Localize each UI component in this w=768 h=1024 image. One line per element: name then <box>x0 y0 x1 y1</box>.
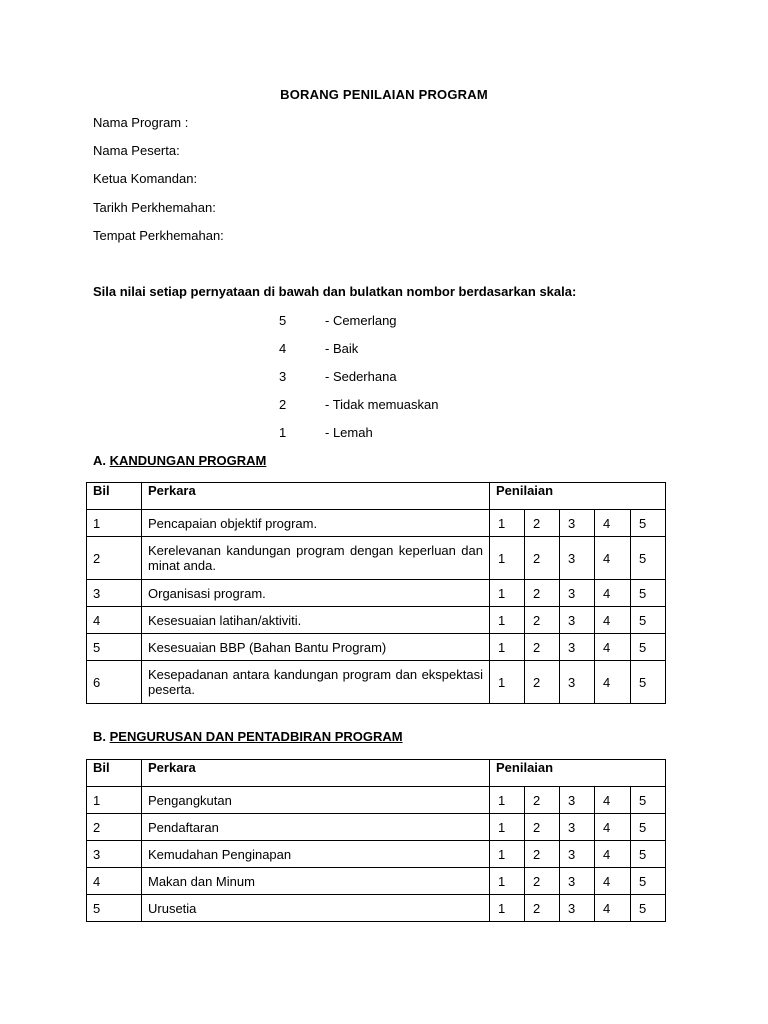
row-perkara: Urusetia <box>142 895 490 922</box>
score-option[interactable]: 2 <box>525 868 560 895</box>
field-ketua-komandan: Ketua Komandan: <box>93 171 198 186</box>
score-option[interactable]: 2 <box>525 814 560 841</box>
score-option[interactable]: 3 <box>560 895 595 922</box>
field-nama-peserta: Nama Peserta: <box>93 143 180 158</box>
row-bil: 1 <box>87 787 142 814</box>
score-option[interactable]: 2 <box>525 841 560 868</box>
row-bil: 5 <box>87 895 142 922</box>
score-option[interactable]: 1 <box>490 814 525 841</box>
score-option[interactable]: 4 <box>595 787 631 814</box>
section-b-table <box>86 759 666 922</box>
table-row <box>87 787 666 814</box>
score-option[interactable]: 3 <box>560 510 595 537</box>
row-bil: 5 <box>87 634 142 661</box>
score-option[interactable]: 2 <box>525 537 560 580</box>
table-row <box>87 634 666 661</box>
score-option[interactable]: 1 <box>490 510 525 537</box>
score-option[interactable]: 2 <box>525 510 560 537</box>
section-title: KANDUNGAN PROGRAM <box>109 453 267 468</box>
section-a-table <box>86 482 666 704</box>
score-option[interactable]: 3 <box>560 787 595 814</box>
score-option[interactable]: 1 <box>490 895 525 922</box>
score-option[interactable]: 5 <box>631 580 666 607</box>
row-perkara: Kesepadanan antara kandungan program dan ekspektasi peserta. <box>142 661 490 704</box>
score-option[interactable]: 2 <box>525 787 560 814</box>
row-perkara: Pengangkutan <box>142 787 490 814</box>
score-option[interactable]: 5 <box>631 661 666 704</box>
scale-number: 1 <box>279 425 287 440</box>
row-perkara: Pencapaian objektif program. <box>142 510 490 537</box>
score-option[interactable]: 1 <box>490 580 525 607</box>
table-row <box>87 814 666 841</box>
scale-description: - Cemerlang <box>325 313 397 328</box>
score-option[interactable]: 4 <box>595 634 631 661</box>
column-header-perkara: Perkara <box>142 760 490 787</box>
row-bil: 3 <box>87 841 142 868</box>
score-option[interactable]: 3 <box>560 868 595 895</box>
instruction-text: Sila nilai setiap pernyataan di bawah dan bulatkan nombor berdasarkan skala: <box>93 284 577 299</box>
scale-number: 3 <box>279 369 287 384</box>
score-option[interactable]: 3 <box>560 607 595 634</box>
table-row <box>87 607 666 634</box>
score-option[interactable]: 1 <box>490 868 525 895</box>
score-option[interactable]: 5 <box>631 634 666 661</box>
score-option[interactable]: 4 <box>595 841 631 868</box>
score-option[interactable]: 4 <box>595 814 631 841</box>
score-option[interactable]: 3 <box>560 841 595 868</box>
score-option[interactable]: 3 <box>560 537 595 580</box>
score-option[interactable]: 5 <box>631 895 666 922</box>
score-option[interactable]: 4 <box>595 510 631 537</box>
section-prefix: B. <box>93 729 110 744</box>
score-option[interactable]: 4 <box>595 580 631 607</box>
score-option[interactable]: 2 <box>525 634 560 661</box>
score-option[interactable]: 4 <box>595 607 631 634</box>
column-header-perkara: Perkara <box>142 483 490 510</box>
score-option[interactable]: 1 <box>490 787 525 814</box>
row-perkara: Organisasi program. <box>142 580 490 607</box>
column-header-penilaian: Penilaian <box>490 760 666 787</box>
field-tempat-perkhemahan: Tempat Perkhemahan: <box>93 228 224 243</box>
table-row <box>87 841 666 868</box>
row-perkara: Pendaftaran <box>142 814 490 841</box>
row-bil: 3 <box>87 580 142 607</box>
table-row <box>87 537 666 580</box>
section-prefix: A. <box>93 453 110 468</box>
row-perkara: Kemudahan Penginapan <box>142 841 490 868</box>
score-option[interactable]: 5 <box>631 868 666 895</box>
section-title: PENGURUSAN DAN PENTADBIRAN PROGRAM <box>109 729 403 744</box>
score-option[interactable]: 4 <box>595 868 631 895</box>
table-row <box>87 868 666 895</box>
scale-number: 2 <box>279 397 287 412</box>
table-row <box>87 510 666 537</box>
scale-number: 5 <box>279 313 287 328</box>
row-perkara: Kesesuaian BBP (Bahan Bantu Program) <box>142 634 490 661</box>
score-option[interactable]: 3 <box>560 580 595 607</box>
table-row <box>87 661 666 704</box>
score-option[interactable]: 3 <box>560 634 595 661</box>
scale-description: - Sederhana <box>325 369 397 384</box>
scale-description: - Lemah <box>325 425 373 440</box>
scale-number: 4 <box>279 341 287 356</box>
table-row <box>87 895 666 922</box>
row-bil: 2 <box>87 814 142 841</box>
row-bil: 2 <box>87 537 142 580</box>
score-option[interactable]: 1 <box>490 661 525 704</box>
score-option[interactable]: 4 <box>595 895 631 922</box>
score-option[interactable]: 5 <box>631 814 666 841</box>
score-option[interactable]: 5 <box>631 607 666 634</box>
row-bil: 1 <box>87 510 142 537</box>
form-title: BORANG PENILAIAN PROGRAM <box>280 87 488 102</box>
score-option[interactable]: 3 <box>560 661 595 704</box>
scale-description: - Baik <box>325 341 359 356</box>
score-option[interactable]: 4 <box>595 661 631 704</box>
row-perkara: Kerelevanan kandungan program dengan keperluan dan minat anda. <box>142 537 490 580</box>
row-perkara: Kesesuaian latihan/aktiviti. <box>142 607 490 634</box>
row-bil: 4 <box>87 868 142 895</box>
score-option[interactable]: 2 <box>525 895 560 922</box>
score-option[interactable]: 5 <box>631 841 666 868</box>
score-option[interactable]: 4 <box>595 537 631 580</box>
score-option[interactable]: 5 <box>631 537 666 580</box>
score-option[interactable]: 5 <box>631 787 666 814</box>
row-bil: 4 <box>87 607 142 634</box>
row-bil: 6 <box>87 661 142 704</box>
score-option[interactable]: 1 <box>490 841 525 868</box>
score-option[interactable]: 1 <box>490 537 525 580</box>
column-header-penilaian: Penilaian <box>490 483 666 510</box>
column-header-bil: Bil <box>87 760 142 787</box>
section-a-heading <box>93 453 266 468</box>
column-header-bil: Bil <box>87 483 142 510</box>
score-option[interactable]: 1 <box>490 607 525 634</box>
field-nama-program: Nama Program : <box>93 115 189 130</box>
scale-description: - Tidak memuaskan <box>325 397 439 412</box>
section-b-heading <box>93 729 403 744</box>
row-perkara: Makan dan Minum <box>142 868 490 895</box>
score-option[interactable]: 2 <box>525 580 560 607</box>
score-option[interactable]: 1 <box>490 634 525 661</box>
score-option[interactable]: 5 <box>631 510 666 537</box>
score-option[interactable]: 2 <box>525 661 560 704</box>
score-option[interactable]: 3 <box>560 814 595 841</box>
field-tarikh-perkhemahan: Tarikh Perkhemahan: <box>93 200 216 215</box>
table-row <box>87 580 666 607</box>
score-option[interactable]: 2 <box>525 607 560 634</box>
